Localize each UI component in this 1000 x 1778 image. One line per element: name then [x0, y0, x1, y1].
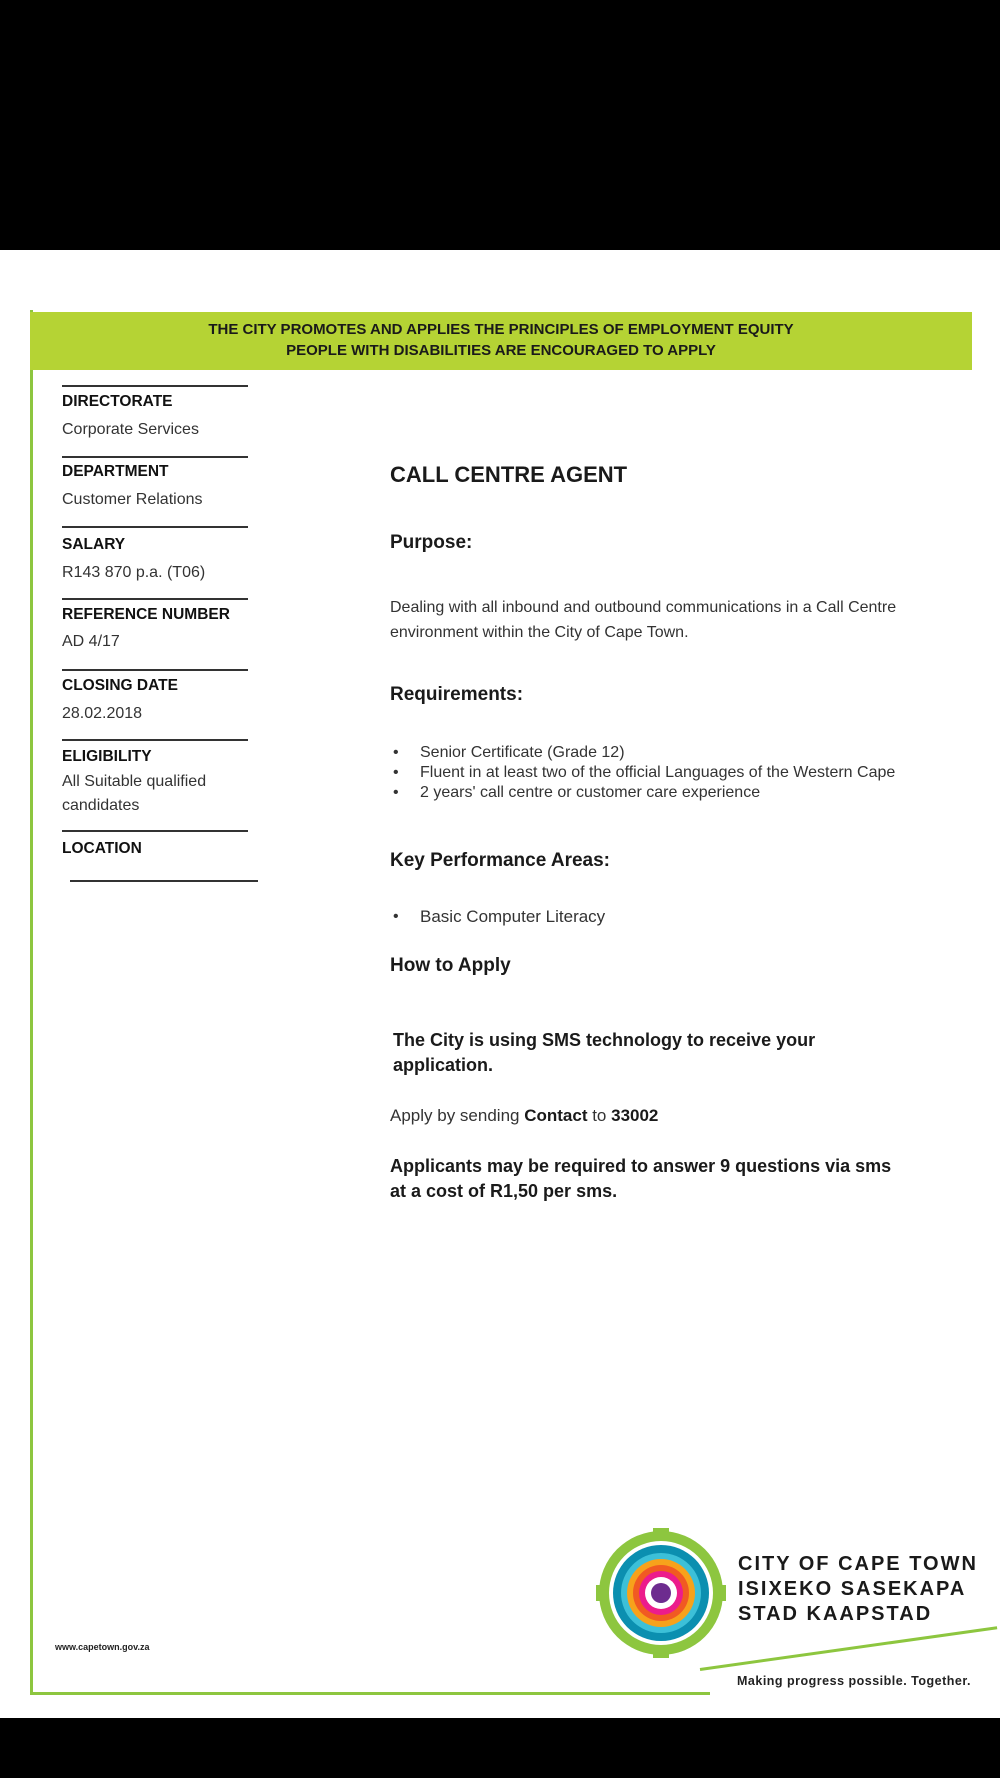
city-name-line-3: STAD KAAPSTAD — [738, 1603, 933, 1625]
frame-swoosh-line — [700, 1626, 997, 1671]
eligibility-label: ELIGIBILITY — [62, 748, 152, 765]
requirements-heading: Requirements: — [390, 684, 524, 705]
sidebar-rule — [62, 385, 248, 387]
bottom-black-bar — [0, 1718, 1000, 1778]
top-black-bar — [0, 0, 1000, 250]
kpa-text: Basic Computer Literacy — [420, 907, 606, 926]
list-item — [390, 763, 950, 782]
sidebar-rule — [62, 830, 248, 832]
salary-value: R143 870 p.a. (T06) — [62, 564, 206, 581]
bullet-icon: • — [393, 908, 399, 925]
city-name-block — [738, 1552, 978, 1627]
apply-prefix: Apply by sending — [390, 1106, 525, 1125]
salary-label: SALARY — [62, 536, 126, 553]
frame-bottom-line — [30, 1692, 710, 1695]
eligibility-value: All Suitable qualified candidates — [62, 773, 207, 814]
apply-heading: How to Apply — [390, 955, 511, 976]
bullet-icon: • — [393, 784, 399, 801]
department-value: Customer Relations — [62, 491, 203, 508]
sidebar-rule — [62, 598, 248, 600]
bullet-icon: • — [393, 764, 399, 781]
city-name-line-2: ISIXEKO SASEKAPA — [738, 1578, 967, 1600]
job-title: CALL CENTRE AGENT — [390, 462, 628, 487]
sms-notice: The City is using SMS technology to receive your application. — [393, 1030, 816, 1075]
location-label: LOCATION — [62, 840, 142, 857]
equity-banner — [30, 312, 972, 370]
apply-instruction — [390, 1103, 950, 1128]
sidebar-rule — [62, 739, 248, 741]
banner-line-2: PEOPLE WITH DISABILITIES ARE ENCOURAGED TO APPLY — [286, 342, 716, 359]
closing-date-label: CLOSING DATE — [62, 677, 178, 694]
list-item — [390, 743, 950, 762]
reference-label: REFERENCE NUMBER — [62, 606, 230, 623]
requirement-text: Senior Certificate (Grade 12) — [420, 744, 625, 761]
department-label: DEPARTMENT — [62, 463, 169, 480]
directorate-value: Corporate Services — [62, 421, 199, 438]
cost-notice: Applicants may be required to answer 9 questions via sms at a cost of R1,50 per sms. — [390, 1156, 892, 1201]
requirement-text: 2 years' call centre or customer care experience — [420, 784, 761, 801]
apply-middle: to — [587, 1106, 612, 1125]
list-item — [390, 783, 950, 802]
city-logo-icon — [596, 1528, 726, 1658]
bullet-icon: • — [393, 744, 399, 761]
sidebar-rule — [62, 526, 248, 528]
kpa-list — [390, 906, 950, 929]
frame-left-line — [30, 310, 33, 1695]
directorate-label: DIRECTORATE — [62, 393, 173, 410]
closing-date-value: 28.02.2018 — [62, 705, 143, 722]
reference-value: AD 4/17 — [62, 633, 120, 650]
sidebar-rule — [62, 456, 248, 458]
banner-line-1: THE CITY PROMOTES AND APPLIES THE PRINCIPLES OF EMPLOYMENT EQUITY — [208, 321, 794, 338]
list-item — [390, 906, 950, 928]
kpa-heading: Key Performance Areas: — [390, 850, 611, 871]
sidebar-rule — [70, 880, 258, 882]
apply-number: 33002 — [611, 1106, 659, 1125]
purpose-heading: Purpose: — [390, 532, 473, 553]
website-url: www.capetown.gov.za — [55, 1642, 150, 1652]
sidebar-rule — [62, 669, 248, 671]
tagline: Making progress possible. Together. — [737, 1674, 971, 1688]
requirement-text: Fluent in at least two of the official Languages of the Western Cape — [420, 764, 896, 781]
requirements-list — [390, 743, 950, 803]
purpose-text: Dealing with all inbound and outbound communications in a Call Centre environment within the City of Cape Town. — [390, 599, 897, 641]
apply-keyword: Contact — [524, 1106, 588, 1125]
city-name-line-1: CITY OF CAPE TOWN — [738, 1553, 978, 1575]
job-advert-page — [0, 250, 1000, 1718]
